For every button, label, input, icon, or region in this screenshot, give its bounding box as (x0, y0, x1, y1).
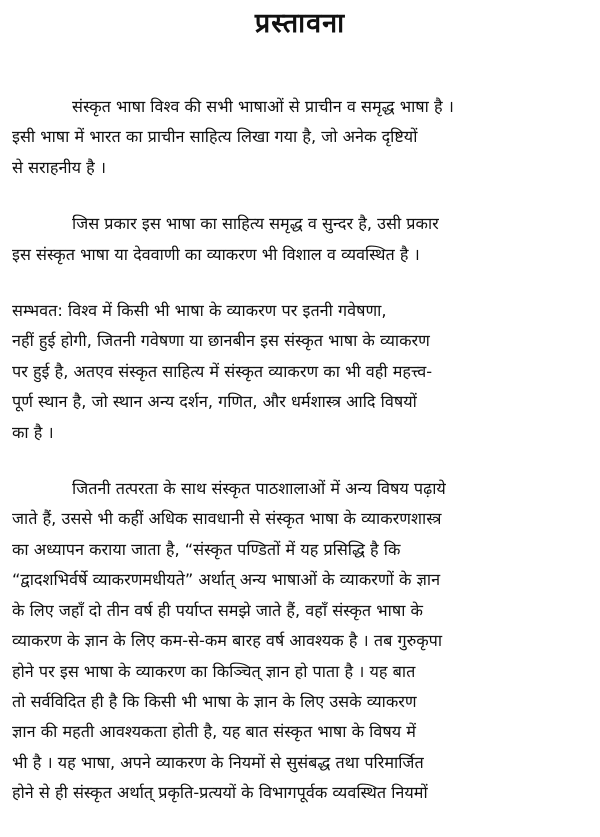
text-line: सम्भवत: विश्व में किसी भी भाषा के व्याकरण पर इतनी गवेषणा, (12, 301, 387, 321)
text-line: इसी भाषा में भारत का प्राचीन साहित्य लिखा गया है, जो अनेक दृष्टियों (12, 127, 418, 147)
text-line: पूर्ण स्थान है, जो स्थान अन्य दर्शन, गणित, और धर्मशास्त्र आदि विषयों (12, 392, 417, 412)
paragraph-2 (12, 209, 588, 270)
text-line: संस्कृत भाषा विश्व की सभी भाषाओं से प्राचीन व समृद्ध भाषा है । (72, 97, 454, 116)
page-title: प्रस्तावना (254, 8, 346, 39)
text-line: जिस प्रकार इस भाषा का साहित्य समृद्ध व सुन्दर है, उसी प्रकार (72, 214, 439, 234)
paragraph-1 (12, 92, 588, 183)
text-line: “द्वादशभिर्वर्षे व्याकरणमधीयते” अर्थात् अन्य भाषाओं के व्याकरणों के ज्ञान (12, 570, 441, 590)
text-line: से सराहनीय है । (12, 157, 107, 177)
text-line: इस संस्कृत भाषा या देववाणी का व्याकरण भी विशाल व व्यवस्थित है । (12, 244, 420, 264)
text-line: का है । (12, 422, 54, 442)
paragraph-3 (12, 296, 588, 448)
text-line: व्याकरण के ज्ञान के लिए कम-से-कम बारह वर्ष आवश्यक है । तब गुरुकृपा (12, 631, 443, 651)
text-line: तो सर्वविदित ही है कि किसी भी भाषा के ज्ञान के लिए उसके व्याकरण (12, 691, 417, 711)
text-line: भी है । यह भाषा, अपने व्याकरण के नियमों से सुसंबद्ध तथा परिमार्जित (12, 752, 424, 772)
text-line: का अध्यापन कराया जाता है, “संस्कृत पण्डितों में यह प्रसिद्धि है कि (12, 539, 401, 559)
paragraph-4 (12, 474, 588, 808)
text-line: जाते हैं, उससे भी कहीं अधिक सावधानी से संस्कृत भाषा के व्याकरणशास्त्र (12, 509, 442, 529)
text-line: ज्ञान की महती आवश्यकता होती है, यह बात संस्कृत भाषा के विषय में (12, 722, 416, 742)
text-line: पर हुई है, अतएव संस्कृत साहित्य में संस्कृत व्याकरण का भी वही महत्त्व- (12, 361, 433, 381)
text-line: होने से ही संस्कृत अर्थात् प्रकृति-प्रत्ययों के विभागपूर्वक व्यवस्थित नियमों (12, 783, 428, 803)
text-line: के लिए जहाँ दो तीन वर्ष ही पर्याप्त समझे जाते हैं, वहाँ संस्कृत भाषा के (12, 600, 423, 620)
text-line: नहीं हुई होगी, जितनी गवेषणा या छानबीन इस संस्कृत भाषा के व्याकरण (12, 331, 430, 351)
text-line: जितनी तत्परता के साथ संस्कृत पाठशालाओं में अन्य विषय पढ़ाये (72, 479, 446, 499)
text-line: होने पर इस भाषा के व्याकरण का किञ्चित् ज्ञान हो पाता है । यह बात (12, 661, 416, 681)
